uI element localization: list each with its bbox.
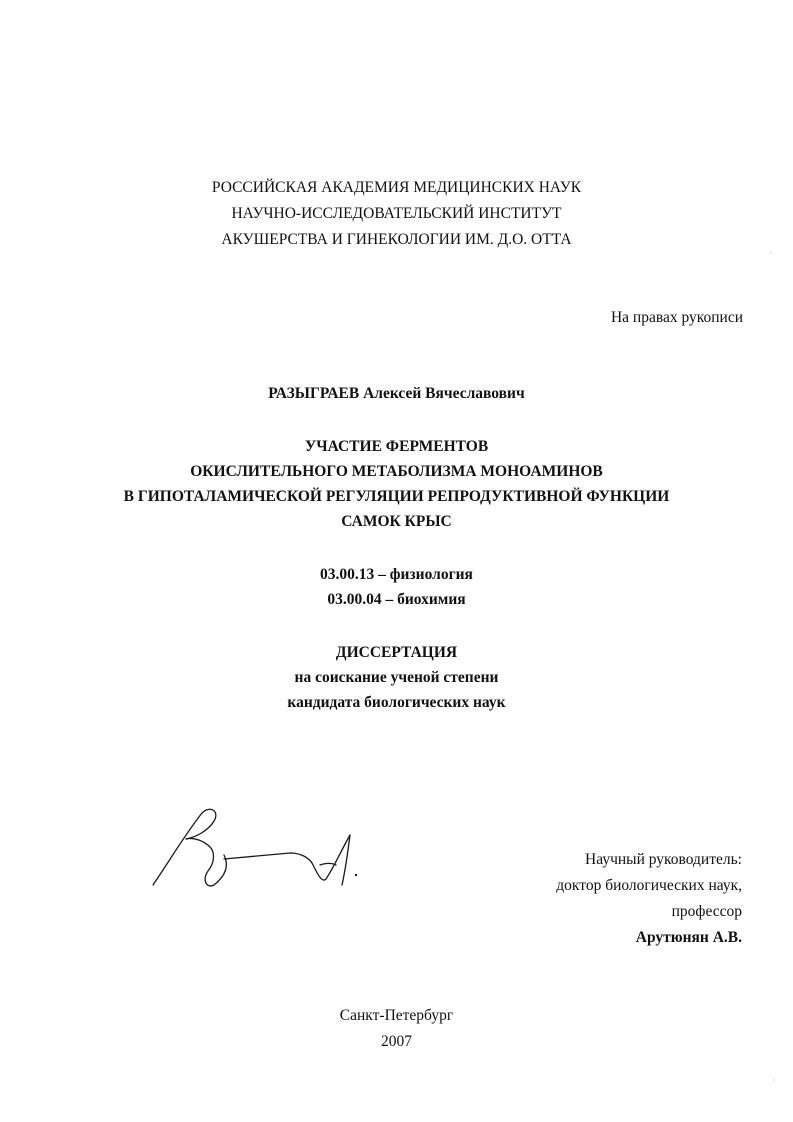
institution-line-1: РОССИЙСКАЯ АКАДЕМИЯ МЕДИЦИНСКИХ НАУК — [211, 179, 582, 196]
city: Санкт-Петербург — [339, 1007, 454, 1024]
year: 2007 — [381, 1033, 412, 1050]
work-type-heading: ДИССЕРТАЦИЯ — [335, 644, 458, 661]
author-given-names: Алексей Вячеславович — [363, 385, 525, 402]
supervisor-degree: доктор биологических наук, — [556, 877, 742, 894]
supervisor-rank: профессор — [671, 903, 742, 920]
institution-line-2: НАУЧНО-ИССЛЕДОВАТЕЛЬСКИЙ ИНСТИТУТ — [231, 205, 562, 222]
supervisor-label: Научный руководитель: — [585, 851, 742, 868]
scan-speck — [770, 252, 772, 254]
title-line-1: УЧАСТИЕ ФЕРМЕНТОВ — [304, 438, 489, 455]
institution-line-3: АКУШЕРСТВА И ГИНЕКОЛОГИИ ИМ. Д.О. ОТТА — [221, 231, 572, 248]
specialty-line-2: 03.00.04 – биохимия — [327, 591, 466, 608]
supervisor-name: Арутюнян А.В. — [635, 929, 742, 946]
work-type-line-1: на соискание ученой степени — [294, 669, 499, 686]
manuscript-note: На правах рукописи — [610, 309, 743, 326]
signature-image — [150, 805, 365, 895]
specialty-line-1: 03.00.13 – физиология — [320, 566, 473, 583]
work-type-line-2: кандидата биологических наук — [287, 694, 506, 711]
scan-speck — [773, 1079, 775, 1081]
author-surname: РАЗЫГРАЕВ — [268, 385, 360, 402]
title-line-2: ОКИСЛИТЕЛЬНОГО МЕТАБОЛИЗМА МОНОАМИНОВ — [190, 463, 603, 480]
author-name — [0, 384, 793, 404]
title-line-3: В ГИПОТАЛАМИЧЕСКОЙ РЕГУЛЯЦИИ РЕПРОДУКТИВНОЙ ФУНКЦИИ — [123, 488, 670, 505]
title-line-4: САМОК КРЫС — [341, 513, 452, 530]
